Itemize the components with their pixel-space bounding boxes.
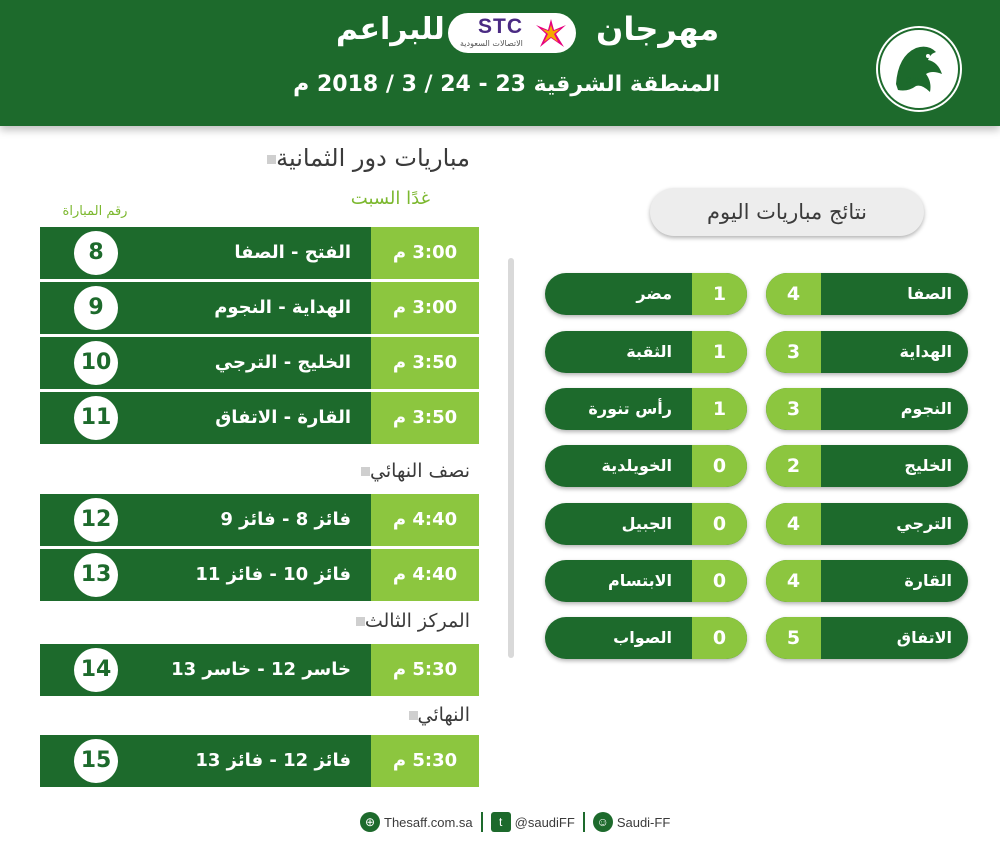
winner-team: الخليج [904, 456, 952, 475]
fixture-time: 4:40 م [371, 494, 479, 546]
day-label: غدًا السبت [350, 188, 430, 209]
loser-pill [545, 560, 747, 602]
winner-score: 3 [766, 388, 821, 430]
globe-icon: ⊕ [360, 812, 380, 832]
fixture-teams: الفتح - الصفا [234, 242, 351, 263]
bullet-icon [267, 155, 276, 164]
header-title-festival: مهرجان [596, 10, 720, 48]
fixture-teams: فائز 12 - فائز 13 [195, 750, 351, 771]
winner-pill [766, 445, 968, 487]
loser-pill [545, 273, 747, 315]
footer-separator [583, 812, 585, 832]
fixture-row [40, 282, 479, 334]
semifinal-title [270, 460, 470, 482]
header-title-juniors: للبراعم [336, 12, 445, 47]
snapchat-icon: ☺ [593, 812, 613, 832]
fixture-row [40, 549, 479, 601]
fixture-time: 5:30 م [371, 644, 479, 696]
fixture-row [40, 494, 479, 546]
loser-pill [545, 617, 747, 659]
footer-website[interactable]: Thesaff.com.sa [384, 814, 473, 830]
loser-score: 1 [692, 273, 747, 315]
fixtures-title [170, 144, 470, 172]
loser-score: 1 [692, 388, 747, 430]
winner-team: الهداية [899, 342, 952, 361]
winner-team: الصفا [907, 284, 952, 303]
winner-team: الترجي [896, 514, 952, 533]
match-number-badge: 12 [74, 498, 118, 542]
fixture-time: 5:30 م [371, 735, 479, 787]
winner-pill [766, 617, 968, 659]
match-number-badge: 10 [74, 341, 118, 385]
header-subtitle: المنطقة الشرقية 23 - 24 / 3 / 2018 م [293, 72, 720, 97]
winner-score: 5 [766, 617, 821, 659]
fixture-time: 4:40 م [371, 549, 479, 601]
footer-separator [481, 812, 483, 832]
loser-pill [545, 388, 747, 430]
match-number-badge: 11 [74, 396, 118, 440]
match-number-badge: 9 [74, 286, 118, 330]
stc-star-icon [534, 17, 568, 49]
final-title-text: النهائي [417, 704, 470, 726]
loser-pill [545, 445, 747, 487]
loser-team: مضر [636, 284, 672, 303]
fixture-teams: فائز 8 - فائز 9 [220, 509, 351, 530]
third-place-title-text: المركز الثالث [364, 610, 470, 632]
winner-score: 4 [766, 273, 821, 315]
fixture-row [40, 392, 479, 444]
fixture-teams: القارة - الاتفاق [215, 407, 351, 428]
header-banner [0, 0, 1000, 126]
fixture-row [40, 227, 479, 279]
semifinal-title-text: نصف النهائي [370, 460, 470, 482]
loser-score: 0 [692, 503, 747, 545]
third-place-title [270, 610, 470, 632]
footer-twitter[interactable]: @saudiFF [514, 814, 575, 830]
fixture-time: 3:00 م [371, 227, 479, 279]
match-number-badge: 15 [74, 739, 118, 783]
bullet-icon [361, 467, 370, 476]
column-divider [508, 258, 514, 658]
match-number-badge: 14 [74, 648, 118, 692]
bullet-icon [409, 711, 418, 720]
winner-pill [766, 331, 968, 373]
falcon-icon [876, 26, 962, 112]
loser-score: 0 [692, 445, 747, 487]
winner-team: الاتفاق [896, 628, 952, 647]
fixture-teams: فائز 10 - فائز 11 [195, 564, 351, 585]
results-title: نتائج مباريات اليوم [650, 188, 924, 236]
fixture-row [40, 337, 479, 389]
stc-logo-text: STC [478, 15, 523, 38]
fixture-time: 3:00 م [371, 282, 479, 334]
match-number-badge: 8 [74, 231, 118, 275]
winner-score: 4 [766, 560, 821, 602]
emblem-text: SAFF [906, 76, 927, 85]
loser-score: 0 [692, 560, 747, 602]
loser-score: 0 [692, 617, 747, 659]
fixture-row [40, 735, 479, 787]
loser-team: الابتسام [608, 571, 672, 590]
winner-score: 2 [766, 445, 821, 487]
loser-team: الصواب [613, 628, 672, 647]
fixtures-title-text: مباريات دور الثمانية [276, 144, 470, 172]
footer-snapchat[interactable]: Saudi-FF [616, 814, 671, 830]
winner-pill [766, 388, 968, 430]
fixture-time: 3:50 م [371, 337, 479, 389]
winner-pill [766, 503, 968, 545]
stc-sponsor-logo [448, 13, 576, 53]
saff-emblem [876, 26, 962, 112]
winner-score: 4 [766, 503, 821, 545]
loser-team: رأس تنورة [588, 399, 672, 418]
loser-team: الثقبة [626, 342, 672, 361]
loser-team: الخويلدية [601, 456, 672, 475]
winner-team: النجوم [900, 399, 952, 418]
bullet-icon [356, 617, 365, 626]
winner-pill [766, 560, 968, 602]
winner-pill [766, 273, 968, 315]
loser-team: الجبيل [621, 514, 672, 533]
footer-social [360, 808, 670, 836]
fixture-time: 3:50 م [371, 392, 479, 444]
fixture-teams: خاسر 12 - خاسر 13 [171, 659, 351, 680]
loser-score: 1 [692, 331, 747, 373]
final-title [270, 704, 470, 726]
match-number-label: رقم المباراة [62, 204, 128, 219]
fixture-teams: الهداية - النجوم [214, 297, 351, 318]
winner-team: القارة [904, 571, 952, 590]
winner-score: 3 [766, 331, 821, 373]
twitter-icon: t [491, 812, 511, 832]
fixture-row [40, 644, 479, 696]
stc-logo-tagline: الاتصالات السعودية [460, 39, 523, 48]
match-number-badge: 13 [74, 553, 118, 597]
fixture-teams: الخليج - الترجي [214, 352, 351, 373]
loser-pill [545, 503, 747, 545]
loser-pill [545, 331, 747, 373]
